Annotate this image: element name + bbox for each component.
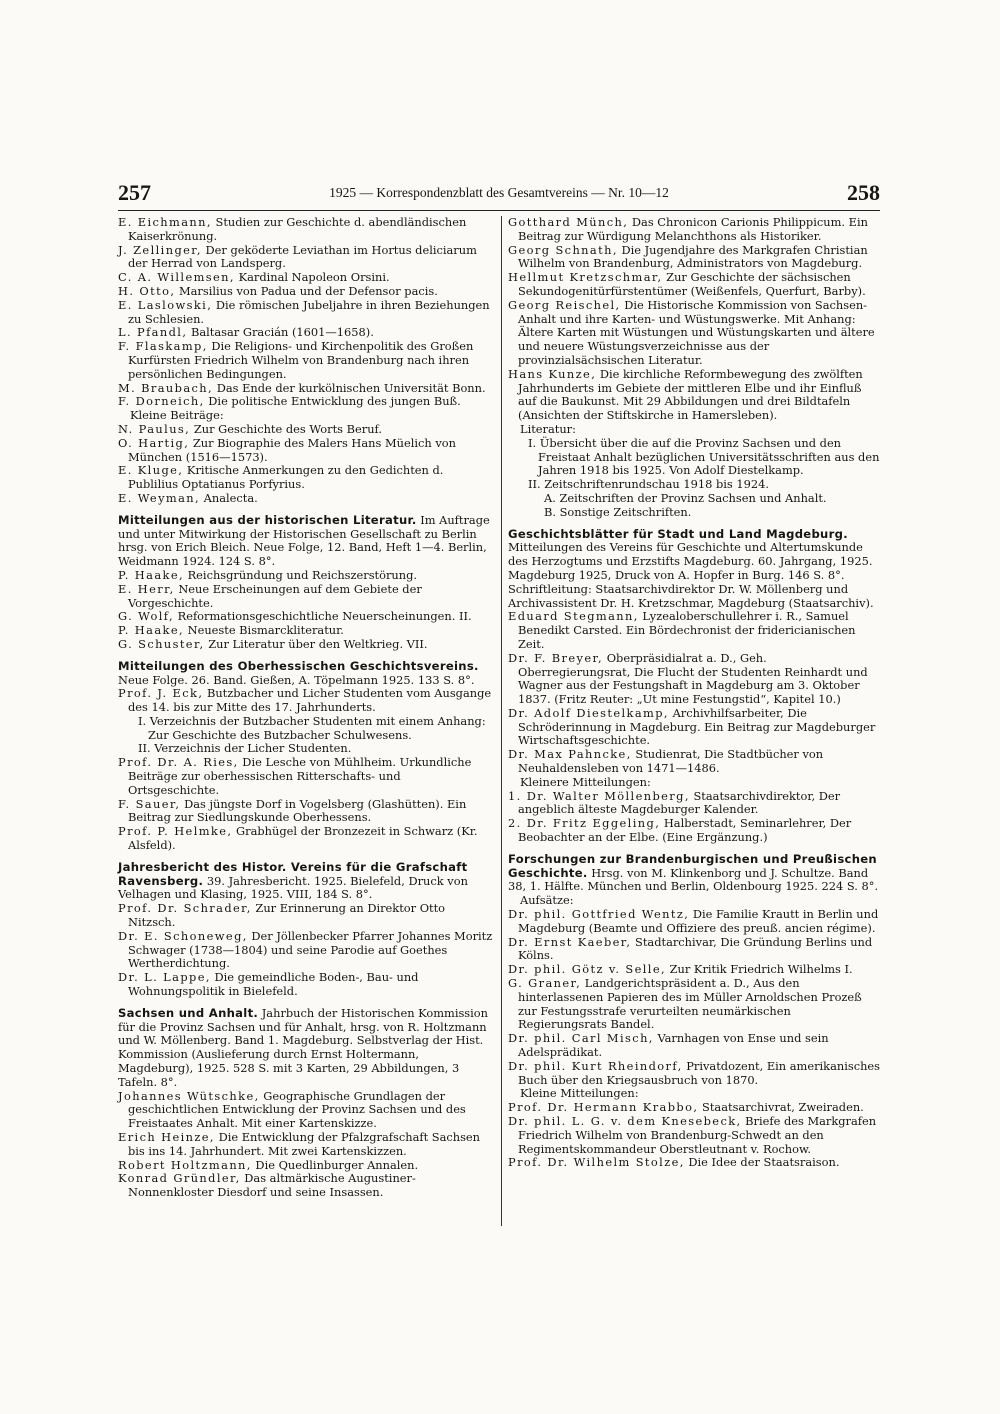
entry-title: Briefe des Markgrafen Friedrich Wilhelm von Brandenburg-Schwedt an den Regimentskommandeur Oberstleutnant v. Rochow. [518, 1114, 877, 1156]
entry [118, 971, 494, 999]
entry-author: F. Dorneich, [118, 394, 205, 409]
entry-title: Privatdozent, Ein amerikanisches Buch über den Kriegsausbruch von 1870. [518, 1058, 881, 1087]
entry [508, 1032, 880, 1060]
entry-list [118, 216, 494, 409]
section-desc: Jahrbuch der Historischen Kommission für die Provinz Sachsen und für Anhalt, hrsg. von R. Holtzmann und W. Möllenberg. Band 1. Magdeburg. Selbstverlag der Hist. Kommission (Auslieferung durch Ernst Holtermann, Magdeburg), 1925. 528 S. mit 3 Karten, 29 Abbildungen, 3 Tafeln. 8°. [118, 1005, 488, 1089]
subsection-label: Kleinere Mitteilungen: [520, 774, 651, 789]
entry-title: Die römischen Jubeljahre in ihren Beziehungen zu Schlesien. [128, 297, 490, 326]
section-heading [118, 514, 494, 569]
right-column [508, 216, 880, 1170]
header-rule [118, 210, 880, 211]
section-heading [508, 528, 880, 611]
section-title: Sachsen und Anhalt. [118, 1005, 259, 1020]
entry-title: Neueste Bismarckliteratur. [183, 623, 344, 638]
entry-author: O. Hartig, [118, 435, 190, 450]
entry-title: Der Jöllenbecker Pfarrer Johannes Moritz Schwager (1738—1804) und seine Parodie auf Goethes Wertherdichtung. [128, 928, 493, 971]
entry [118, 798, 494, 826]
entry-author: P. Haake, [118, 623, 184, 638]
entry-title: Zur Erinnerung an Direktor Otto Nitzsch. [128, 901, 446, 930]
entry-author: Dr. Max Pahncke, [508, 747, 632, 762]
entry-title: Die Familie Krautt in Berlin und Magdeburg (Beamte und Offiziere des preuß. ancien régime). [518, 907, 879, 935]
entry-title: Das Chronicon Carionis Philippicum. Ein Beitrag zur Würdigung Melanchthons als Historiker. [518, 215, 868, 243]
entry [508, 299, 880, 368]
entry-author: Dr. phil. Carl Misch, [508, 1031, 654, 1046]
entry [508, 707, 880, 748]
entry [118, 583, 494, 611]
entry-title: Zur Kritik Friedrich Wilhelms I. [666, 962, 853, 977]
section-desc: Mitteilungen des Vereins für Geschichte und Altertumskunde des Herzogtums und Erzstifts Magdeburg. 60. Jahrgang, 1925. Magdeburg 1925, Druck von A. Hopfer in Burg. 146 S. 8°. Schriftleitung: Staatsarchivdirektor Dr. W. Möllenberg und Archivassistent Dr. H. Kretzschmar, Magdeburg (Staatsarchiv). [508, 540, 874, 610]
entry [118, 610, 494, 624]
entry [508, 244, 880, 272]
entry-title: Halberstadt, Seminarlehrer, Der Beobachter an der Elbe. (Eine Ergänzung.) [518, 816, 852, 845]
subsection-label: Literatur: [520, 421, 576, 436]
literature-subitem: A. Zeitschriften der Provinz Sachsen und Anhalt. [544, 490, 827, 505]
section-title: Forschungen zur Brandenburgischen und Preußischen Geschichte. [508, 851, 877, 880]
section-title: Geschichtsblätter für Stadt und Land Magdeburg. [508, 526, 848, 541]
entry-author: Dr. F. Breyer, [508, 650, 604, 665]
entry-title: Zur Geschichte des Worts Beruf. [190, 421, 382, 436]
entry-author: G. Graner, [508, 976, 582, 991]
entry-list [508, 216, 880, 423]
entry [118, 271, 494, 285]
entry-title: Landgerichtspräsident a. D., Aus den hinterlassenen Papieren des im Müller Arnoldschen Prozeß zur Festungsstrafe verurteilten neumärkischen Regierungsrats Bandel. [518, 976, 862, 1032]
entry-title: Die Quedlinburger Annalen. [251, 1157, 419, 1172]
entry-author: Prof. Dr. A. Ries, [118, 755, 239, 770]
entry [508, 368, 880, 423]
section-desc: 39. Jahresbericht. 1925. Bielefeld, Druck von Velhagen und Klasing, 1925. VIII, 184 S. 8°. [118, 873, 468, 902]
entry-author: Prof. Dr. Wilhelm Stolze, [508, 1155, 685, 1170]
entry-author: P. Haake, [118, 567, 184, 582]
entry [508, 652, 880, 707]
entry-title: Oberpräsidialrat a. D., Geh. Oberregierungsrat, Die Flucht der Studenten Reinhardt und Wagner aus der Festungshaft in Magdeburg am 3. Oktober 1837. (Fritz Reuter: „Ut mine Festungstid“, Kapitel 10.) [518, 650, 868, 707]
entry-author: Dr. Adolf Diestelkamp, [508, 705, 669, 720]
entry-title: Die Entwicklung der Pfalzgrafschaft Sachsen bis ins 14. Jahrhundert. Mit zwei Kartenskizzen. [128, 1130, 481, 1158]
subsection-label: Kleine Mitteilungen: [520, 1086, 639, 1101]
entry [118, 492, 494, 506]
entry-author: Prof. P. Helmke, [118, 824, 233, 839]
entry-author: E. Kluge, [118, 463, 184, 478]
entry-title: Das Ende der kurkölnischen Universität Bonn. [213, 380, 486, 395]
entry-title: Die Jugendjahre des Markgrafen Christian Wilhelm von Brandenburg, Administrators von Magdeburg. [518, 242, 868, 271]
entry [118, 382, 494, 396]
entry [508, 908, 880, 936]
entry-author: F. Sauer, [118, 796, 181, 811]
entry-title: Reichsgründung und Reichszerstörung. [183, 567, 418, 582]
entry-list [118, 756, 494, 853]
entry-author: H. Otto, [118, 283, 176, 298]
entry-list [508, 790, 880, 845]
section-heading [118, 861, 494, 902]
entry [118, 569, 494, 583]
entry-title: Archivhilfsarbeiter, Die Schröderinnung in Magdeburg. Ein Beitrag zur Magdeburger Wirtschaftsgeschichte. [518, 705, 876, 748]
entry-author: Erich Heinze, [118, 1130, 215, 1144]
entry [508, 977, 880, 1032]
entry [118, 244, 494, 272]
entry-title: Varnhagen von Ense und sein Adelsprädikat. [518, 1031, 829, 1060]
entry [118, 299, 494, 327]
entry-author: Robert Holtzmann, [118, 1157, 252, 1172]
entry-list [508, 610, 880, 776]
entry-author: Prof. Dr. Hermann Krabbo, [508, 1100, 699, 1115]
entry-title: Reformationsgeschichtliche Neuerscheinungen. II. [174, 609, 472, 624]
entry-title: Kritische Anmerkungen zu den Gedichten d. Publilius Optatianus Porfyrius. [128, 463, 444, 492]
entry [508, 1060, 880, 1088]
entry-title: Stadtarchivar, Die Gründung Berlins und Kölns. [518, 934, 873, 963]
entry-title: Die Historische Kommission von Sachsen-Anhalt und ihre Karten- und Wüstungswerke. Mit Anhang: Ältere Karten mit Wüstungen und Wüstungskarten und ältere und neuere Wüstungsverzeichnisse aus der provinzialsächsischen Literatur. [518, 297, 875, 367]
entry-title: Zur Geschichte der sächsischen Sekundogenitürfürstentümer (Weißenfels, Querfurt, Barby). [518, 270, 866, 298]
entry [508, 790, 880, 818]
entry-author: L. Pfandl, [118, 325, 188, 340]
page-number-right: 258 [847, 180, 880, 205]
entry-author: Georg Reischel, [508, 297, 621, 312]
running-title: 1925 — Korrespondenzblatt des Gesamtvereins — Nr. 10—12 [329, 185, 669, 200]
section-title: Jahresbericht des Histor. Vereins für die Grafschaft Ravensberg. [118, 859, 468, 888]
entry [118, 326, 494, 340]
subentry: I. Verzeichnis der Butzbacher Studenten mit einem Anhang: Zur Geschichte des Butzbacher Schulwesens. [138, 713, 486, 742]
entry [118, 825, 494, 853]
entry [118, 930, 494, 971]
left-column [118, 216, 494, 1200]
section-desc: Im Auftrage und unter Mitwirkung der Historischen Gesellschaft zu Berlin hrsg. von Erich Bleich. Neue Folge, 12. Band, Heft 1—4. Berlin, Weidmann 1924. 124 S. 8°. [118, 512, 490, 569]
entry-author: Dr. Ernst Kaeber, [508, 934, 632, 949]
section-desc: Hrsg. von M. Klinkenborg und J. Schultze. Band 38, 1. Hälfte. München und Berlin, Oldenbourg 1925. 224 S. 8°. [508, 865, 879, 894]
entry [508, 748, 880, 776]
entry [118, 437, 494, 465]
subentry-list [118, 715, 494, 756]
entry-title: Neue Erscheinungen auf dem Gebiete der Vorgeschichte. [128, 581, 422, 610]
entry [508, 216, 880, 244]
entry-author: C. A. Willemsen, [118, 270, 235, 285]
entry [118, 340, 494, 381]
entry-title: Der geköderte Leviathan im Hortus deliciarum der Herrad von Landsperg. [128, 242, 477, 271]
entry-author: Dr. phil. Kurt Rheindorf, [508, 1058, 683, 1073]
entry-title: Baltasar Gracián (1601—1658). [187, 325, 374, 340]
entry-author: Georg Schnath, [508, 242, 618, 257]
section-desc: Neue Folge. 26. Band. Gießen, A. Töpelmann 1925. 133 S. 8°. [118, 672, 475, 687]
section-heading [118, 660, 494, 688]
section-heading [118, 1007, 494, 1090]
entry-author: M. Braubach, [118, 380, 214, 395]
literature-item: II. Zeitschriftenrundschau 1918 bis 1924. [528, 477, 769, 492]
entry-author: J. Zellinger, [118, 242, 202, 257]
subentry: II. Verzeichnis der Licher Studenten. [138, 741, 352, 756]
entry [118, 638, 494, 652]
entry-author: 1. Dr. Walter Möllenberg, [508, 788, 690, 803]
entry-title: Grabhügel der Bronzezeit in Schwarz (Kr. Alsfeld). [128, 824, 478, 853]
entry-author: Prof. Dr. Schrader, [118, 901, 252, 916]
literature-subitem: B. Sonstige Zeitschriften. [544, 504, 692, 519]
entry-author: E. Eichmann, [118, 215, 212, 229]
entry [508, 936, 880, 964]
entry-author: F. Flaskamp, [118, 339, 208, 354]
entry-list [118, 902, 494, 999]
entry-list [508, 908, 880, 1087]
subsection-label: Aufsätze: [520, 893, 574, 908]
entry-author: Dr. L. Lappe, [118, 970, 211, 985]
entry [508, 610, 880, 651]
entry-list [118, 423, 494, 506]
entry-title: Lyzealoberschullehrer i. R., Samuel Benedikt Carsted. Ein Bördechronist der fridericianischen Zeit. [518, 609, 856, 651]
entry-list [118, 569, 494, 652]
section-heading [508, 853, 880, 894]
entry-author: N. Paulus, [118, 421, 191, 436]
entry-author: Dr. phil. Gottfried Wentz, [508, 907, 690, 922]
page-number-left: 257 [118, 180, 151, 205]
page-header [118, 180, 880, 208]
entry-list [118, 1090, 494, 1200]
entry-author: E. Laslowski, [118, 297, 213, 312]
entry-author: G. Schuster, [118, 636, 205, 651]
entry-title: Die Idee der Staatsraison. [684, 1155, 840, 1170]
entry [118, 1090, 494, 1131]
entry [508, 1156, 880, 1170]
entry-author: Prof. J. Eck, [118, 686, 204, 701]
entry-title: Kardinal Napoleon Orsini. [234, 270, 390, 285]
entry-author: Dr. phil. Götz v. Selle, [508, 962, 666, 977]
entry [118, 285, 494, 299]
section-title: Mitteilungen des Oberhessischen Geschichtsvereins. [118, 658, 479, 673]
entry-title: Die Religions- und Kirchenpolitik des Großen Kurfürsten Friedrich Wilhelm von Brandenburg nach ihren persönlichen Bedingungen. [128, 339, 474, 381]
entry-title: Butzbacher und Licher Studenten vom Ausgange des 14. bis zur Mitte des 17. Jahrhunderts. [128, 686, 492, 715]
entry-author: Konrad Gründler, [118, 1171, 241, 1186]
entry [118, 1131, 494, 1159]
entry-author: Gotthard Münch, [508, 215, 629, 229]
entry-title: Studienrat, Die Stadtbücher von Neuhaldensleben von 1471—1486. [518, 747, 824, 776]
entry [118, 464, 494, 492]
entry-list [508, 1101, 880, 1170]
entry [508, 1115, 880, 1156]
subsection-label: Kleine Beiträge: [130, 408, 224, 423]
entry-title: Die kirchliche Reformbewegung des zwölften Jahrhunderts im Gebiete der mittleren Elbe und ihr Einfluß auf die Baukunst. Mit 29 Abbildungen und drei Bildtafeln (Ansichten der Stiftskirche in Hamersleben). [518, 366, 863, 423]
entry [508, 817, 880, 845]
entry-author: G. Wolf, [118, 609, 174, 624]
entry-title: Studien zur Geschichte d. abendländischen Kaiserkrönung. [128, 215, 467, 243]
entry-author: Hans Kunze, [508, 366, 597, 381]
entry-title: Die Lesche von Mühlheim. Urkundliche Beiträge zur oberhessischen Ritterschafts- und Ortsgeschichte. [128, 755, 472, 797]
entry [118, 423, 494, 437]
entry-title: Analecta. [200, 490, 258, 505]
entry-author: E. Weyman, [118, 490, 201, 505]
entry [118, 1172, 494, 1200]
entry-author: E. Herr, [118, 581, 175, 596]
entry-title: Marsilius von Padua und der Defensor pacis. [175, 283, 438, 298]
entry-author: 2. Dr. Fritz Eggeling, [508, 816, 661, 831]
entry-title: Zur Biographie des Malers Hans Müelich von München (1516—1573). [128, 435, 456, 464]
entry-title: Staatsarchivrat, Zweiraden. [698, 1100, 864, 1115]
entry [118, 756, 494, 797]
entry-title: Die politische Entwicklung des jungen Buß. [204, 394, 461, 409]
entry [118, 687, 494, 715]
literature-item: I. Übersicht über die auf die Provinz Sachsen und den Freistaat Anhalt bezüglichen Universitätsschriften aus den Jahren 1918 bis 1925. Von Adolf Diestelkamp. [528, 435, 880, 478]
entry-title: Geographische Grundlagen der geschichtlichen Entwicklung der Provinz Sachsen und des Freistaates Anhalt. Mit einer Kartenskizze. [128, 1088, 466, 1131]
entry-title: Zur Literatur über den Weltkrieg. VII. [204, 636, 428, 651]
entry [118, 902, 494, 930]
section-title: Mitteilungen aus der historischen Literatur. [118, 512, 417, 527]
column-divider [501, 216, 502, 1226]
entry-author: Dr. E. Schoneweg, [118, 928, 248, 943]
entry-title: Die gemeindliche Boden-, Bau- und Wohnungspolitik in Bielefeld. [128, 970, 419, 999]
entry-title: Das jüngste Dorf in Vogelsberg (Glashütten). Ein Beitrag zur Siedlungskunde Oberhessens. [128, 796, 467, 825]
entry [118, 216, 494, 244]
entry-title: Staatsarchivdirektor, Der angeblich älteste Magdeburger Kalender. [518, 788, 841, 817]
entry-author: Eduard Stegmann, [508, 609, 639, 624]
entry [118, 395, 494, 409]
entry [508, 271, 880, 299]
entry [118, 1159, 494, 1173]
entry [508, 1101, 880, 1115]
entry-title: Das altmärkische Augustiner-Nonnenkloster Diesdorf und seine Insassen. [128, 1171, 416, 1200]
entry-author: Hellmut Kretzschmar, [508, 270, 663, 285]
entry [508, 963, 880, 977]
entry [118, 624, 494, 638]
entry-author: Johannes Wütschke, [118, 1088, 260, 1103]
entry-author: Dr. phil. L. G. v. dem Knesebeck, [508, 1114, 742, 1128]
